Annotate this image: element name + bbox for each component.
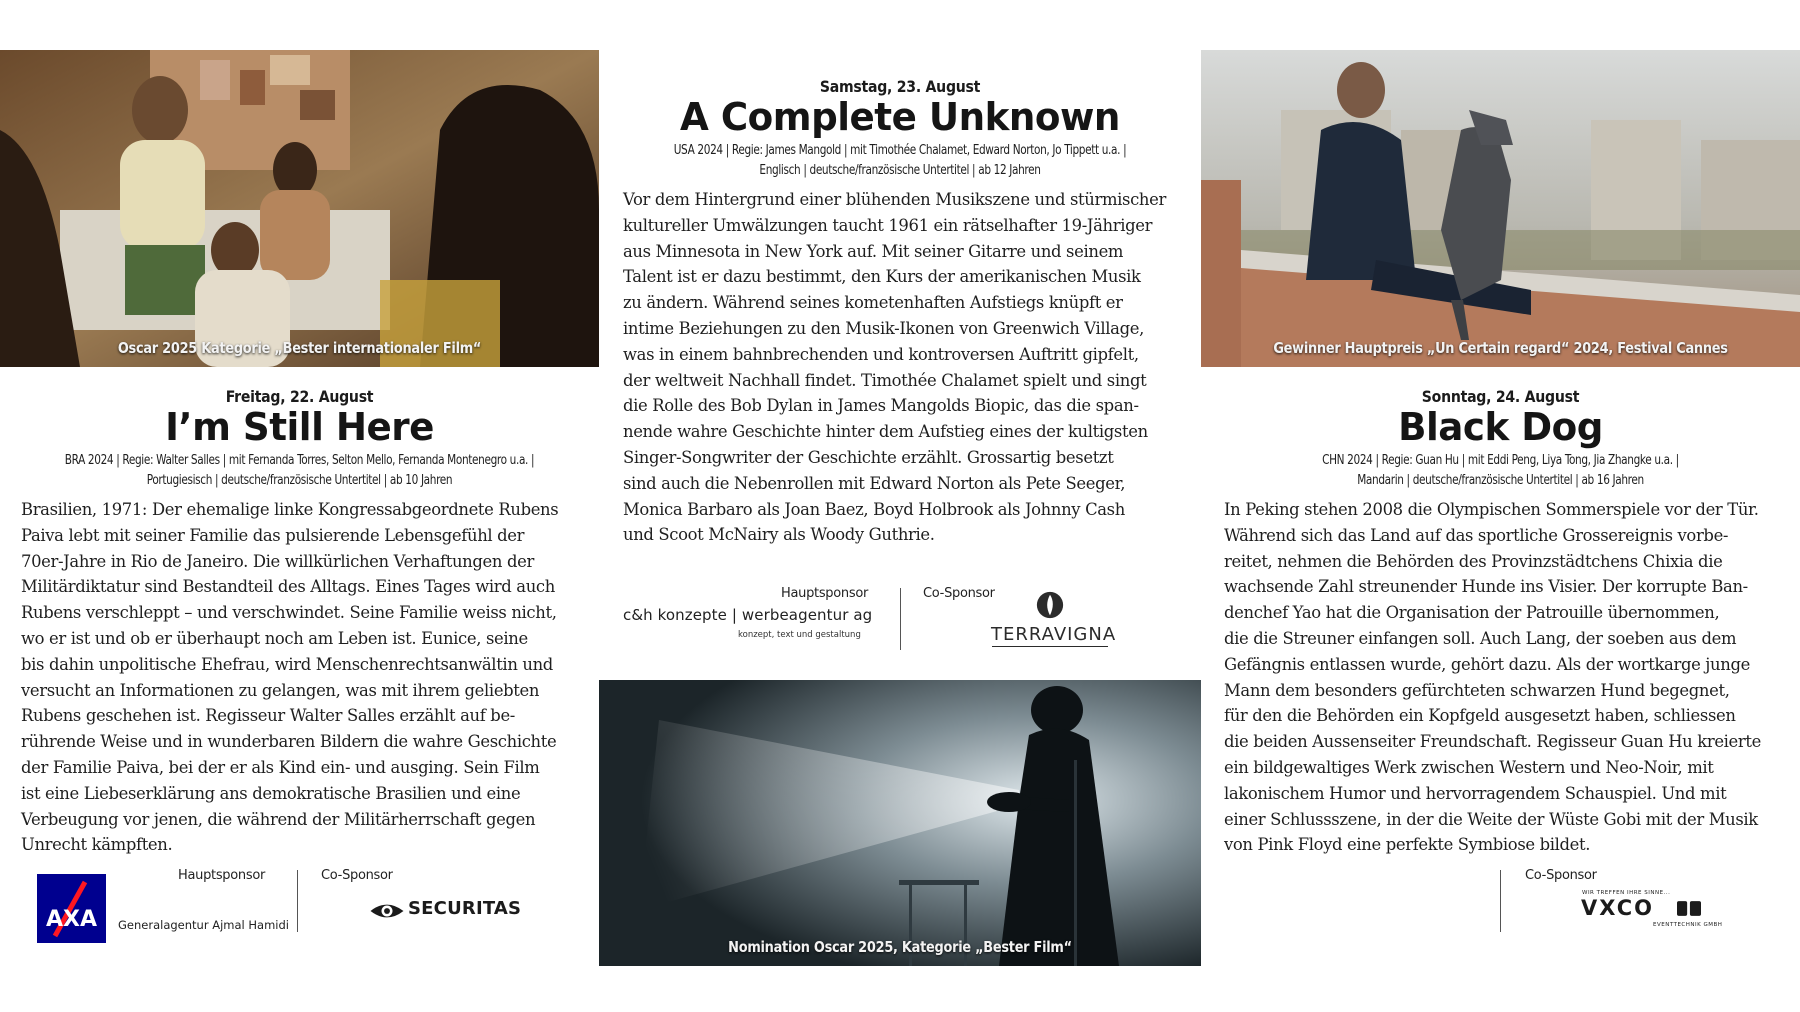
main-sponsor-subline: Generalagentur Ajmal Hamidi <box>118 918 289 933</box>
text-line: Rubens geschehen ist. Regisseur Walter Salles erzählt auf be- <box>21 706 515 726</box>
film-meta <box>30 451 569 491</box>
speaker-icon <box>1677 901 1701 916</box>
film-column-right <box>1201 50 1800 958</box>
text-line: Mann dem besonders gefürchteten schwarzen Hund begegnet, <box>1224 680 1730 700</box>
co-sponsor-label: Co-Sponsor <box>923 586 995 602</box>
vxco-wordmark: VXCO <box>1581 896 1654 921</box>
award-caption: Oscar 2025 Kategorie „Bester internationaler Film“ <box>117 339 482 357</box>
text-line: aus Minnesota in New York auf. Mit seiner Gitarre und seinem <box>623 241 1124 261</box>
film-description <box>21 497 599 858</box>
film-title: I’m Still Here <box>165 405 434 449</box>
text-line: lakonischem Humor und hervorragendem Schauspiel. Und mit <box>1224 783 1727 803</box>
text-line: reitet, nehmen die Behörden des Provinzstädtchens Chixia die <box>1224 551 1723 571</box>
film-column-middle <box>599 50 1201 966</box>
text-line: und Scoot McNairy als Woody Guthrie. <box>623 525 935 545</box>
meta-line: Portugiesisch | deutsche/französische Untertitel | ab 10 Jahren <box>146 473 453 488</box>
terravigna-emblem-icon <box>1035 590 1065 620</box>
film-header <box>1201 387 1800 491</box>
text-line: nende wahre Geschichte hinter dem Aufstieg eines der kultigsten <box>623 422 1148 442</box>
film-title: A Complete Unknown <box>680 95 1120 139</box>
meta-line: USA 2024 | Regie: James Mangold | mit Timothée Chalamet, Edward Norton, Jo Tippett u.a. | <box>673 143 1127 158</box>
text-line: In Peking stehen 2008 die Olympischen Sommerspiele vor der Tür. <box>1224 500 1759 519</box>
sponsor-block-left <box>0 868 599 958</box>
main-sponsor-label: Hauptsponsor <box>781 586 869 602</box>
text-line: wo er ist und ob er überhaupt noch am Leben ist. Eunice, seine <box>21 628 528 648</box>
text-line: bis dahin unpolitische Ehefrau, wird Menschenrechtsanwältin und <box>21 654 553 674</box>
co-sponsor-label: Co-Sponsor <box>1525 868 1597 884</box>
text-line: die die Streuner einfangen soll. Auch Lang, der soeben aus dem <box>1224 628 1737 648</box>
text-line: was in einem bahnbrechenden und kontroversen Auftritt gipfelt, <box>623 344 1139 364</box>
text-line: Militärdiktatur sind Bestandteil des Alltags. Eines Tages wird auch <box>21 577 555 597</box>
screening-date: Freitag, 22. August <box>225 387 374 406</box>
text-line: Vor dem Hintergrund einer blühenden Musikszene und stürmischer <box>623 190 1166 209</box>
sponsor-divider <box>297 870 298 932</box>
text-line: zu ändern. Während seines kometenhaften Aufstiegs knüpft er <box>623 293 1123 313</box>
wordmark-underline <box>992 646 1108 647</box>
screening-date: Samstag, 23. August <box>819 77 981 96</box>
text-line: von Pink Floyd eine perfekte Symbiose bildet. <box>1224 835 1591 855</box>
text-line: rührende Weise und in wunderbaren Bildern die wahre Geschichte <box>21 732 557 752</box>
sponsor-block-right <box>1201 868 1800 958</box>
axa-logo-text: AXA <box>45 907 98 933</box>
meta-line: Mandarin | deutsche/französische Untertitel | ab 16 Jahren <box>1357 473 1644 488</box>
axa-logo-mark <box>37 874 106 943</box>
sponsor-divider <box>1500 870 1501 932</box>
main-sponsor-label: Hauptsponsor <box>178 868 266 884</box>
text-line: Während sich das Land auf das sportliche Grossereignis vorbe- <box>1224 525 1729 545</box>
film-still-black-dog <box>1201 50 1800 367</box>
text-line: kultureller Umwälzungen taucht 1961 ein rätselhafter 19-Jähriger <box>623 215 1153 235</box>
stage-silhouette-image <box>599 680 1201 966</box>
text-line: sind auch die Nebenrollen mit Edward Norton als Pete Seeger, <box>623 473 1126 493</box>
text-line: wachsende Zahl streunender Hunde ins Visier. Der korrupte Ban- <box>1224 577 1748 597</box>
terravigna-wordmark: TERRAVIGNA <box>991 624 1117 646</box>
rooftop-dog-image <box>1201 50 1800 367</box>
text-line: Talent ist er dazu bestimmt, den Kurs der amerikanischen Musik <box>623 267 1141 287</box>
text-line: Paiva lebt mit seiner Familie das pulsierende Lebensgefühl der <box>21 525 525 545</box>
main-sponsor-subline: konzept, text und gestaltung <box>738 630 861 641</box>
text-line: der weltweit Nachhall findet. Timothée Chalamet spielt und singt <box>623 370 1147 390</box>
securitas-wordmark: SECURITAS <box>408 898 522 920</box>
vxco-tagline: WIR TREFFEN IHRE SINNE... <box>1582 890 1671 897</box>
co-sponsor-label: Co-Sponsor <box>321 868 393 884</box>
sponsor-block-middle <box>599 586 1201 674</box>
text-line: intime Beziehungen zu den Musik-Ikonen von Greenwich Village, <box>623 318 1144 338</box>
axa-logo <box>37 874 106 943</box>
sponsor-divider <box>900 588 901 650</box>
meta-line: Englisch | deutsche/französische Untertitel | ab 12 Jahren <box>759 163 1041 178</box>
film-meta <box>1231 451 1770 491</box>
text-line: Unrecht kämpften. <box>21 835 173 855</box>
film-header <box>0 387 599 491</box>
film-title: Black Dog <box>1398 405 1603 449</box>
meta-line: CHN 2024 | Regie: Guan Hu | mit Eddi Peng, Liya Tong, Jia Zhangke u.a. | <box>1322 453 1679 468</box>
film-description <box>1224 497 1800 858</box>
text-line: Brasilien, 1971: Der ehemalige linke Kongressabgeordnete Rubens <box>21 500 559 519</box>
main-sponsor-wordmark: c&h konzepte | werbeagentur ag <box>623 606 873 625</box>
text-line: die Rolle des Bob Dylan in James Mangolds Biopic, das die span- <box>623 396 1139 416</box>
film-still-a-complete-unknown <box>599 680 1201 966</box>
eye-icon <box>368 900 406 922</box>
text-line: Gefängnis entlassen wurde, gehört dazu. Als der wortkarge junge <box>1224 654 1750 674</box>
screening-date: Sonntag, 24. August <box>1421 387 1580 406</box>
text-line: Monica Barbaro als Joan Baez, Boyd Holbrook als Johnny Cash <box>623 499 1125 519</box>
film-header <box>599 77 1201 181</box>
text-line: ist eine Liebeserklärung ans demokratische Brasilien und eine <box>21 783 521 803</box>
film-still-im-still-here <box>0 50 599 367</box>
vxco-subline: EVENTTECHNIK GMBH <box>1653 922 1723 929</box>
text-line: Rubens verschleppt – und verschwindet. Seine Familie weiss nicht, <box>21 603 557 623</box>
text-line: Singer-Songwriter der Geschichte erzählt. Grossartig besetzt <box>623 447 1114 467</box>
text-line: die beiden Aussenseiter Freundschaft. Regisseur Guan Hu kreierte <box>1224 732 1761 752</box>
meta-line: BRA 2024 | Regie: Walter Salles | mit Fernanda Torres, Selton Mello, Fernanda Montenegro u.a. | <box>64 453 535 468</box>
text-line: denchef Yao hat die Organisation der Patrouille übernommen, <box>1224 603 1720 623</box>
award-caption: Gewinner Hauptpreis „Un Certain regard“ 2024, Festival Cannes <box>1273 339 1728 357</box>
text-line: Verbeugung vor jenen, die während der Militärherrschaft gegen <box>21 809 536 829</box>
film-description <box>623 187 1201 548</box>
text-line: ein bildgewaltiges Werk zwischen Western und Neo-Noir, mit <box>1224 757 1714 777</box>
text-line: der Familie Paiva, bei der er als Kind ein- und ausging. Sein Film <box>21 757 540 777</box>
text-line: versucht an Informationen zu gelangen, was mit ihrem geliebten <box>21 680 540 700</box>
text-line: für den die Behörden ein Kopfgeld ausgesetzt haben, schliessen <box>1224 706 1736 726</box>
film-meta <box>629 141 1171 181</box>
family-scene-image <box>0 50 599 367</box>
text-line: 70er-Jahre in Rio de Janeiro. Die willkürlichen Verhaftungen der <box>21 551 534 571</box>
text-line: einer Schlussszene, in der die Weite der Wüste Gobi mit der Musik <box>1224 809 1758 829</box>
film-column-left <box>0 50 599 958</box>
award-caption: Nomination Oscar 2025, Kategorie „Bester Film“ <box>728 938 1072 957</box>
